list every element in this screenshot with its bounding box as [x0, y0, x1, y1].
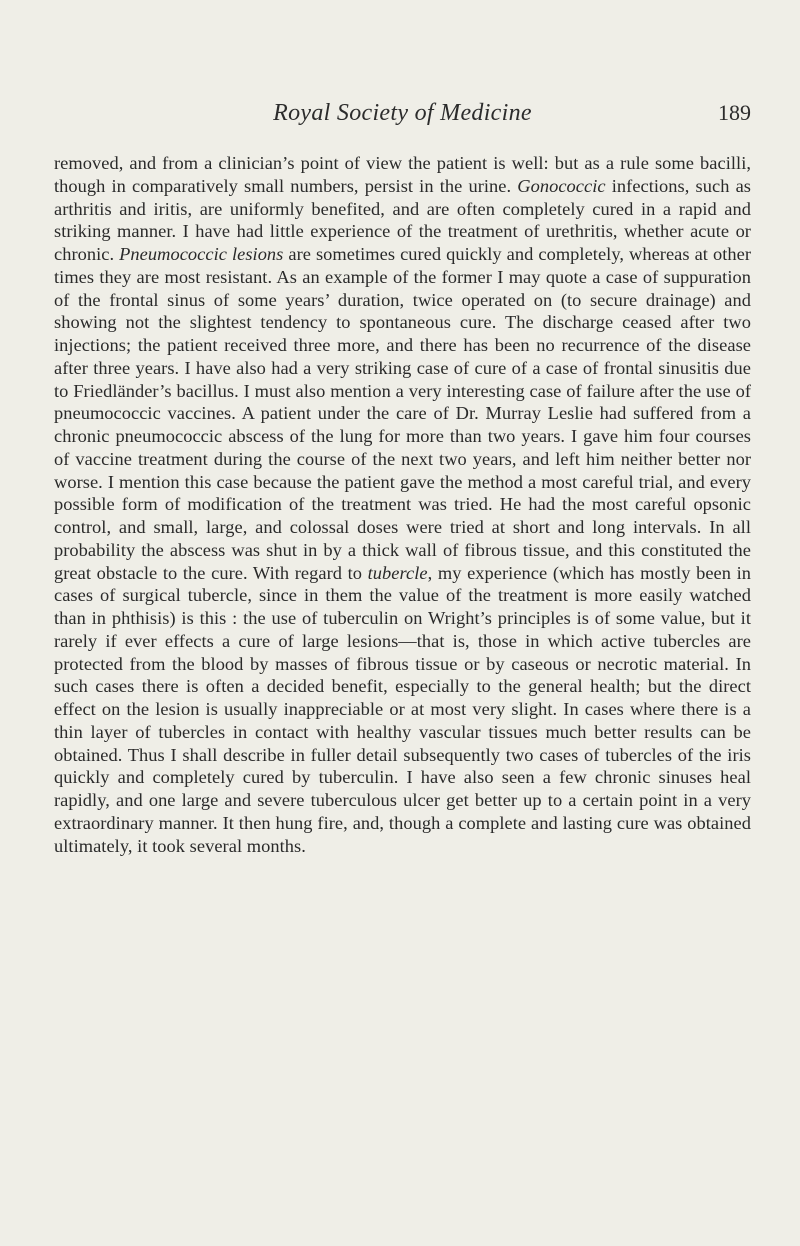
italic-term-gonococcic: Gonococcic [517, 175, 606, 196]
body-text [54, 152, 751, 857]
running-title: Royal Society of Medicine [273, 100, 532, 126]
text-segment: , my experience (which has mostly been in cases of surgical tubercle, since in them the value of the treatment is more easily watched than in phthisis) is this : the use of tuberculin on Wright’s principles is of some value, but it rarely if ever effects a cure of large lesions—that is, those in which active tubercles are protected from the blood by masses of fibrous tissue or by caseous or necrotic material. In such cases there is often a decided benefit, especially to the general health; but the direct effect on the lesion is usually inappreciable or at most very slight. In cases where there is a thin layer of tubercles in contact with healthy vascular tissues much better results can be obtained. Thus I shall describe in fuller detail subsequently two cases of tubercles of the iris quickly and completely cured by tuberculin. I have also seen a few chronic sinuses heal rapidly, and one large and severe tuberculous ulcer get better up to a certain point in a very extraordinary manner. It then hung fire, and, though a complete and lasting cure was obtained ultimately, it took several months. [54, 562, 752, 856]
text-segment: are sometimes cured quickly and completely, whereas at other times they are most resistant. As an example of the former I may quote a case of suppuration of the frontal sinus of some years’ duration, twice operated on (to secure drainage) and showing not the slightest tendency to spontaneous cure. The discharge ceased after two injections; the patient received three more, and there has been no recurrence of the disease after three years. I have also had a very striking case of cure of a case of frontal sinusitis due to Friedländer’s bacillus. I must also mention a very interesting case of failure after the use of pneumococcic vaccines. A patient under the care of Dr. Murray Leslie had suffered from a chronic pneumococcic abscess of the lung for more than two years. I gave him four courses of vaccine treatment during the course of the next two years, and left him neither better nor worse. I mention this case because the patient gave the method a most careful trial, and every possible form of modification of the treatment was tried. He had the most careful opsonic control, and small, large, and colossal doses were tried at short and long intervals. In all probability the abscess was shut in by a thick wall of fibrous tissue, and this constituted the great obstacle to the cure. With regard to [54, 244, 751, 583]
text-segment: removed, and from a clinician’s point of view the patient is well: but as a rule some bacilli, though in comparatively small numbers, persist in the urine. [54, 153, 751, 196]
italic-term-tubercle: tubercle [367, 562, 428, 583]
page-number: 189 [718, 100, 751, 125]
page-header [54, 100, 751, 140]
paragraph [54, 152, 751, 857]
italic-term-pneumococcic-lesions: Pneumococcic lesions [119, 244, 284, 264]
text-segment: infections, such as arthritis and iritis, are uniformly benefited, and are often completely cured in a rapid and striking manner. I have had little experience of the treatment of urethritis, whether acute or chronic. [54, 175, 751, 264]
